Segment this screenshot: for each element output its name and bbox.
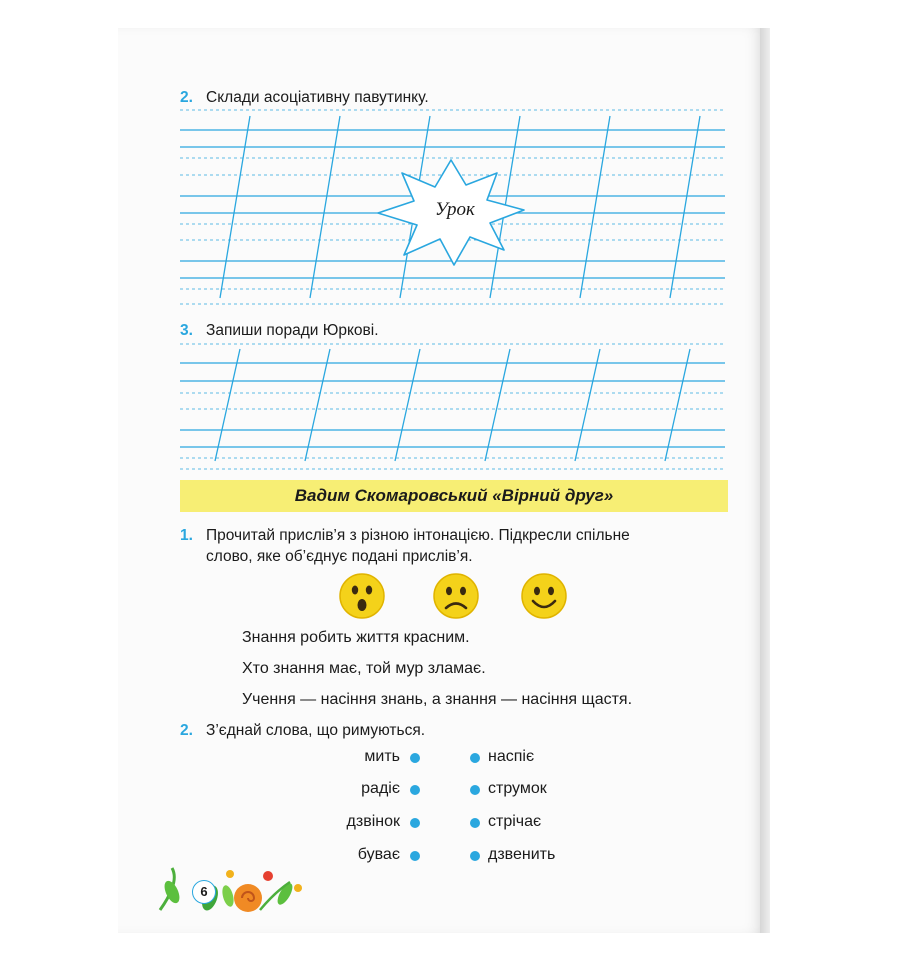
- task-text: З’єднай слова, що римуються.: [206, 722, 426, 739]
- task-text-line-1: Прочитай прислів’я з різною інтонацією. Підкресли спільне: [206, 527, 630, 544]
- rhyme-right-word-1: наспіє: [488, 748, 535, 765]
- rhyme-left-word-4: буває: [357, 846, 400, 863]
- page-edge: [760, 28, 770, 933]
- flower-decoration-icon: [150, 862, 310, 914]
- connector-dot-right-1[interactable]: [470, 753, 480, 763]
- connector-dot-right-3[interactable]: [470, 818, 480, 828]
- task-number: 3.: [180, 322, 193, 339]
- intonation-faces: [338, 572, 578, 622]
- happy-face-icon: [520, 572, 568, 620]
- proverb-3[interactable]: Учення — насіння знань, а знання — насіння щастя.: [242, 691, 633, 708]
- task-number: 2.: [180, 722, 193, 739]
- task-3-heading: [180, 320, 379, 341]
- connector-dot-left-2[interactable]: [410, 785, 420, 795]
- surprised-face-icon: [338, 572, 386, 620]
- rhyme-left-word-2: радіє: [361, 780, 400, 797]
- rhyme-right-word-3: стрічає: [488, 813, 542, 830]
- task-2-heading: [180, 87, 429, 108]
- proverb-2[interactable]: Хто знання має, той мур зламає.: [242, 660, 486, 677]
- writing-lines-2[interactable]: [180, 341, 725, 471]
- section-title: Вадим Скомаровський «Вірний друг»: [180, 480, 728, 512]
- connector-dot-right-2[interactable]: [470, 785, 480, 795]
- task-text: Склади асоціативну павутинку.: [206, 89, 429, 106]
- rhyme-right-word-4: дзвенить: [488, 846, 556, 863]
- task-text-line-2: слово, яке об’єднує подані прислів’я.: [206, 548, 473, 565]
- rhyme-left-word-3: дзвінок: [346, 813, 400, 830]
- sad-face-icon: [432, 572, 480, 620]
- page-number: 6: [192, 880, 216, 904]
- association-center-word: Урок: [435, 199, 475, 220]
- connector-dot-left-3[interactable]: [410, 818, 420, 828]
- rhyme-left-word-1: мить: [364, 748, 400, 765]
- task-2b-heading: [180, 720, 425, 741]
- proverb-1[interactable]: Знання робить життя красним.: [242, 629, 470, 646]
- task-number: 2.: [180, 89, 193, 106]
- rhyme-right-word-2: струмок: [488, 780, 547, 797]
- connector-dot-left-4[interactable]: [410, 851, 420, 861]
- connector-dot-right-4[interactable]: [470, 851, 480, 861]
- connector-dot-left-1[interactable]: [410, 753, 420, 763]
- task-1-heading: [180, 525, 730, 567]
- task-text: Запиши поради Юркові.: [206, 322, 379, 339]
- task-number: 1.: [180, 527, 193, 544]
